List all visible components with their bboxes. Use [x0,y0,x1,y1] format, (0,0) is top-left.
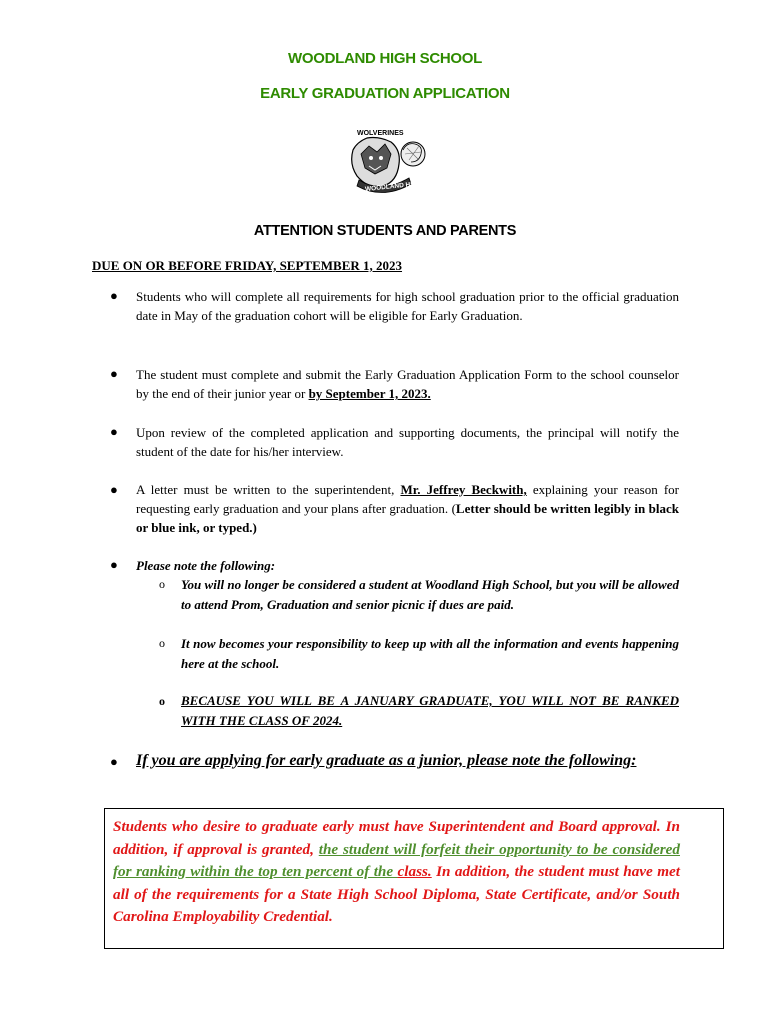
bullet-icon: ● [110,366,118,381]
school-name: WOODLAND HIGH SCHOOL [288,50,482,67]
bullet-review: Upon review of the completed application and supporting documents, the principal will notify the student of the date for his/her interview. [136,425,679,459]
junior-note: If you are applying for early graduate as a junior, please note the following: [136,752,637,769]
sub-item-student-status: You will no longer be considered a student at Woodland High School, but you will be allowed to attend Prom, Graduation and senior picnic if dues are paid. [181,577,679,612]
school-logo [335,124,435,198]
bullet-note-heading: Please note the following: [136,558,276,573]
bullet-icon: ● [110,288,118,303]
bullet-icon: ● [110,482,118,497]
logo-top-text: WOLVERINES [357,130,404,137]
attention-heading: ATTENTION STUDENTS AND PARENTS [253,223,517,239]
bullet-icon: ● [110,557,118,572]
bullet-eligibility: Students who will complete all requirements for high school graduation prior to the official graduation date in May of the graduation cohort will be eligible for Early Graduation. [136,289,679,323]
form-title: EARLY GRADUATION APPLICATION [260,85,510,102]
sub-bullet-icon: o [159,694,165,708]
sub-bullet-icon: o [159,577,165,591]
notice-text: Students who desire to graduate early must have Superintendent and Board approval. In addition, if approval is granted, the student will forfeit their opportunity to be considered for ranking within the top ten percent of the class. In addition, the student must have met all of the requirements for a State High School Diploma, State Certificate, and/or South Carolina Employability Credential. [113,818,680,925]
bullet-icon: ● [110,424,118,439]
sub-item-ranking: BECAUSE YOU WILL BE A JANUARY GRADUATE, YOU WILL NOT BE RANKED WITH THE CLASS OF 2024. [181,693,679,728]
bullet-submit-form: The student must complete and submit the Early Graduation Application Form to the school counselor by the end of their junior year or by September 1, 2023. [136,367,679,401]
bullet-letter: A letter must be written to the superintendent, Mr. Jeffrey Beckwith, explaining your reason for requesting early graduation and your plans after graduation. (Letter should be written legibly in black or blue ink, or typed.) [136,482,680,535]
sub-item-responsibility: It now becomes your responsibility to keep up with all the information and events happening here at the school. [181,636,679,671]
due-date: DUE ON OR BEFORE FRIDAY, SEPTEMBER 1, 2023 [92,258,403,273]
bullet-icon: ● [110,754,118,769]
sub-bullet-icon: o [159,636,165,650]
logo-banner-text: WOODLAND HS [364,180,415,194]
